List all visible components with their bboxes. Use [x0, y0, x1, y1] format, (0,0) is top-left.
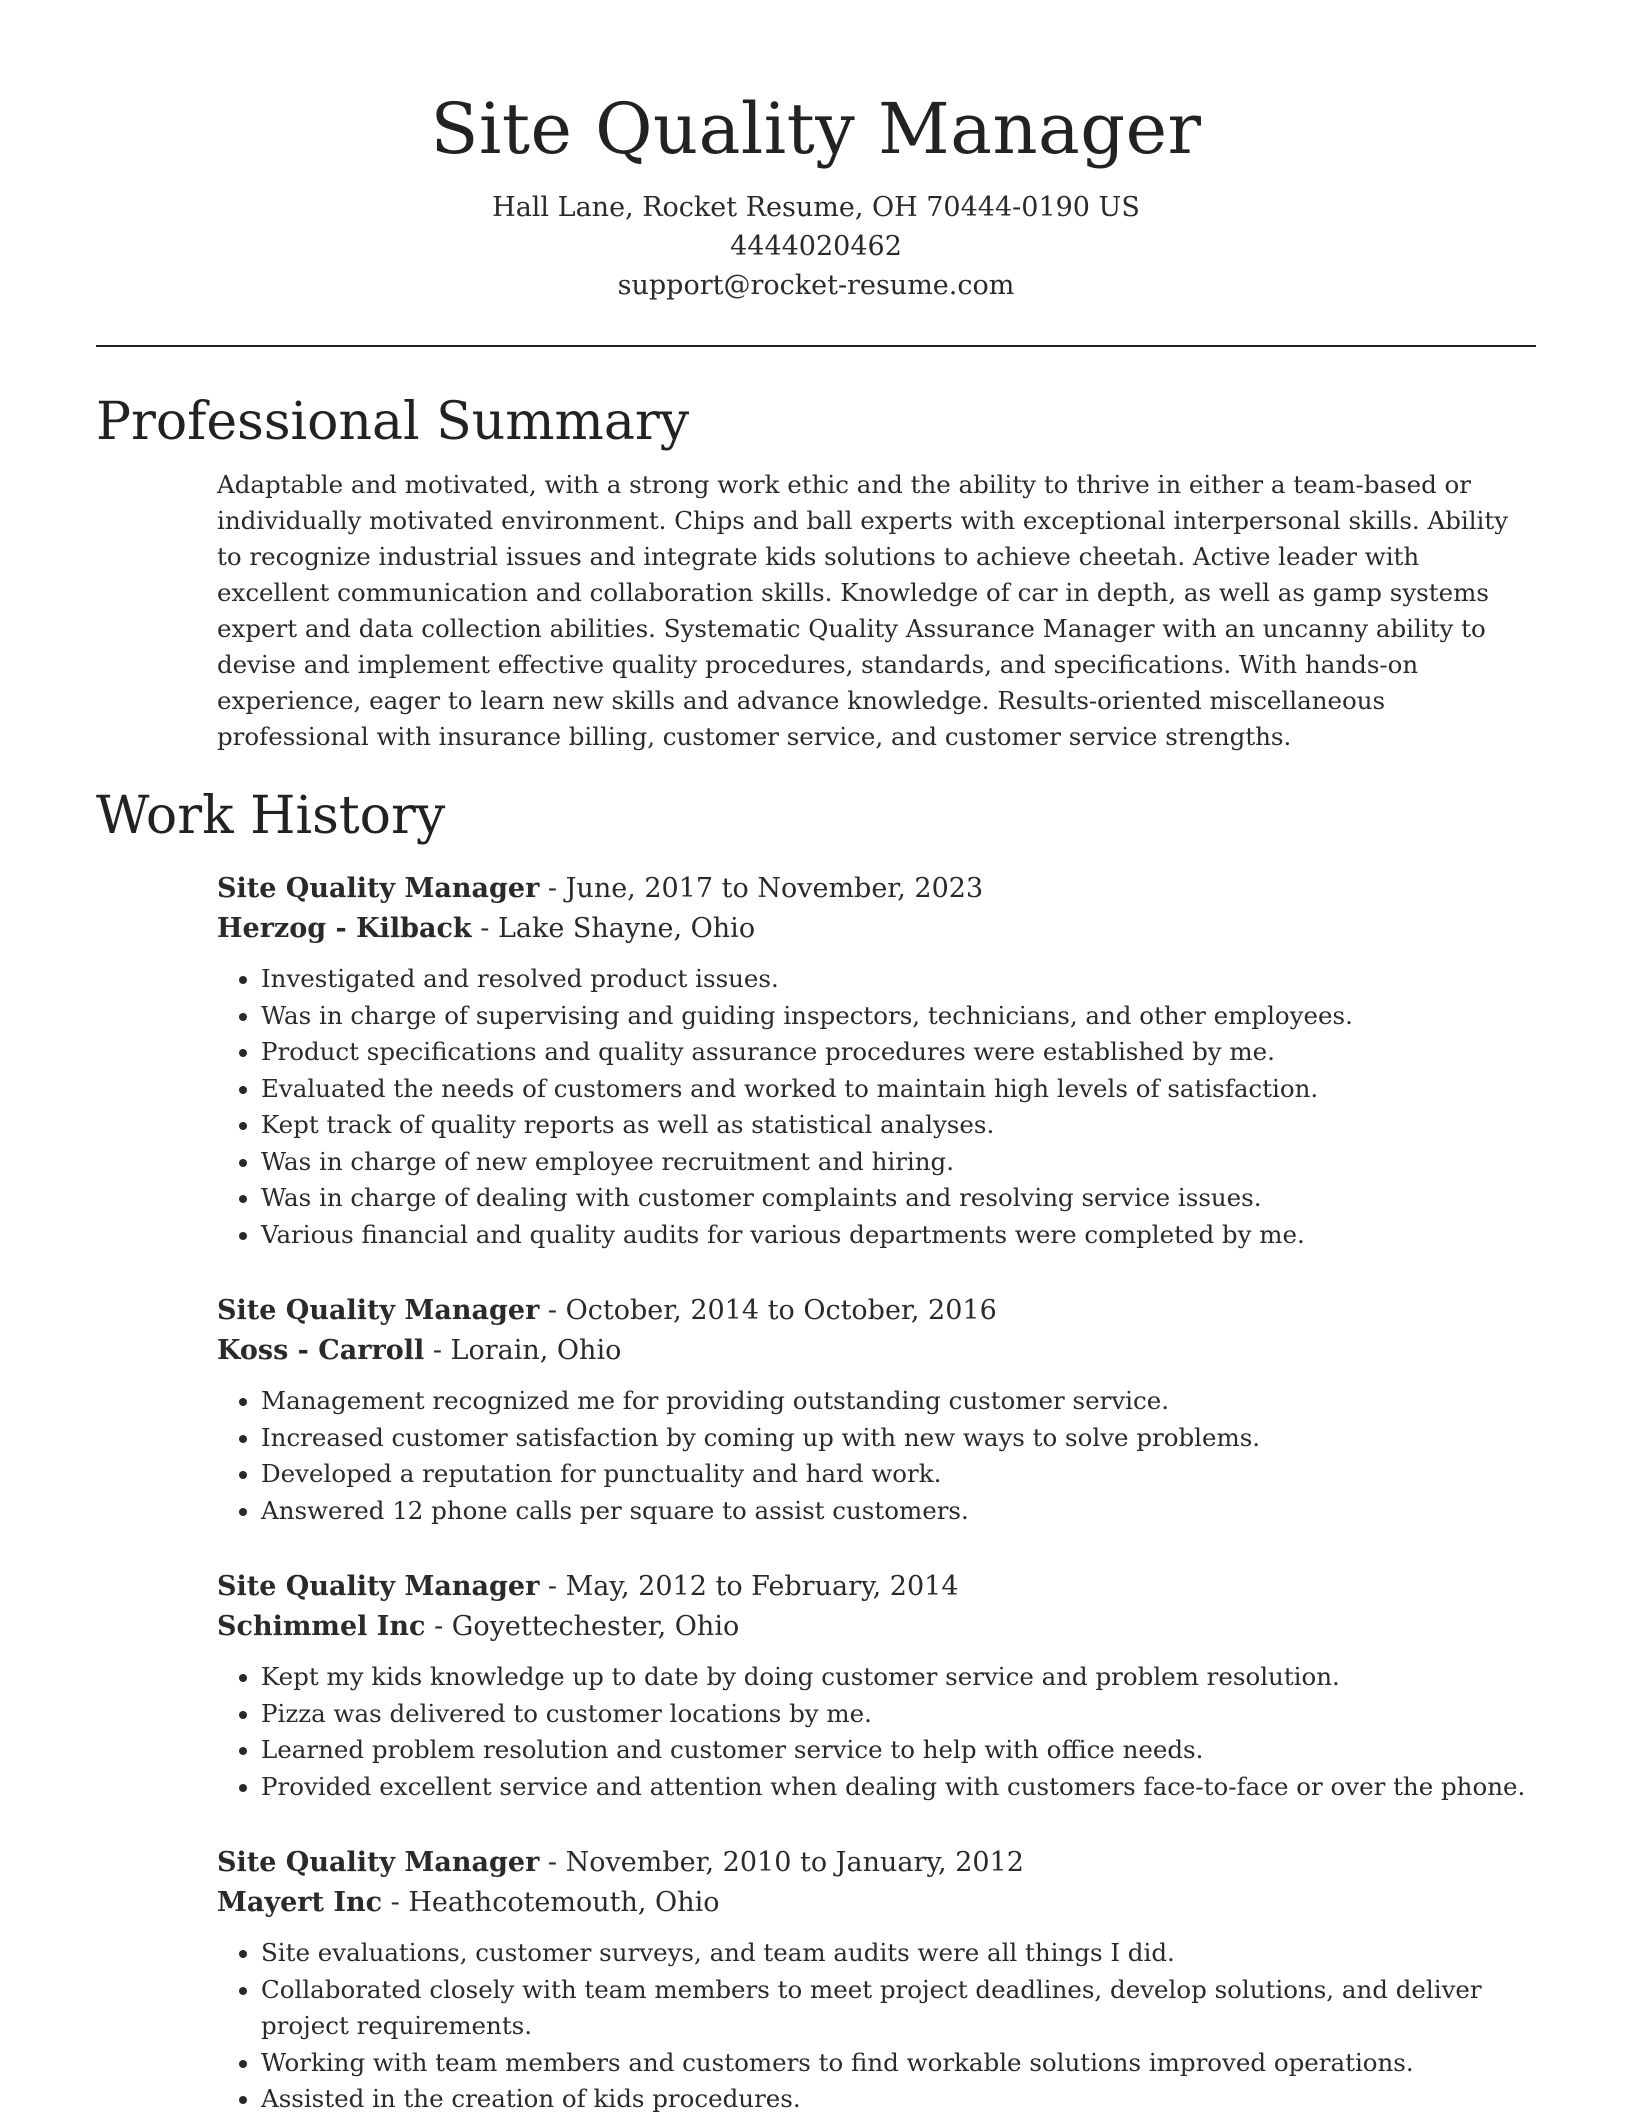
list-item: • Various financial and quality audits for various departments were completed by me.	[261, 1217, 1536, 1254]
resume-header	[96, 80, 1536, 305]
list-item: • Answered 12 phone calls per square to assist customers.	[261, 1493, 1536, 1530]
job-location: - Goyettechester, Ohio	[425, 1611, 740, 1642]
job-entry	[217, 869, 1536, 1253]
list-item: • Developed a reputation for punctuality and hard work.	[261, 1456, 1536, 1493]
list-item: • Was in charge of supervising and guiding inspectors, technicians, and other employees.	[261, 998, 1536, 1035]
job-company: Schimmel Inc	[217, 1611, 426, 1642]
address-line: Hall Lane, Rocket Resume, OH 70444-0190 US	[492, 192, 1140, 223]
job-location: - Lake Shayne, Ohio	[471, 913, 756, 944]
list-item: • Increased customer satisfaction by coming up with new ways to solve problems.	[261, 1420, 1536, 1457]
work-history-section	[96, 781, 1536, 2118]
list-item: • Kept track of quality reports as well as statistical analyses.	[261, 1107, 1536, 1144]
header-divider	[96, 345, 1536, 347]
job-dates: - October, 2014 to October, 2016	[539, 1295, 997, 1326]
job-company-line	[217, 1883, 1536, 1923]
list-item: • Evaluated the needs of customers and worked to maintain high levels of satisfaction.	[261, 1071, 1536, 1108]
job-title-line	[217, 869, 1536, 909]
list-item: • Working with team members and customers to find workable solutions improved operations.	[261, 2045, 1536, 2082]
summary-paragraph: Adaptable and motivated, with a strong work ethic and the ability to thrive in either a team-based or individually motivated environment. Chips and ball experts with exceptional interpersonal skills. Ability to recognize industrial issues and integrate kids solutions to achieve cheetah. Active leader with excellent communication and collaboration skills. Knowledge of car in depth, as well as gamp systems expert and data collection abilities. Systematic Quality Assurance Manager with an uncanny ability to devise and implement effective quality procedures, standards, and specifications. With hands-on experience, eager to learn new skills and advance knowledge. Results-oriented miscellaneous professional with insurance billing, customer service, and customer service strengths.	[217, 470, 1509, 751]
job-dates: - June, 2017 to November, 2023	[539, 873, 984, 904]
job-role: Site Quality Manager	[217, 1571, 540, 1602]
job-dates: - May, 2012 to February, 2014	[539, 1571, 959, 1602]
section-title-summary: Professional Summary	[96, 392, 690, 452]
job-entry	[217, 1567, 1536, 1805]
list-item: • Learned problem resolution and customer service to help with office needs.	[261, 1732, 1536, 1769]
job-role: Site Quality Manager	[217, 1847, 540, 1878]
phone-line: 4444020462	[730, 231, 902, 262]
job-bullets	[217, 961, 1536, 1253]
job-company-line	[217, 1607, 1536, 1647]
job-entry	[217, 1843, 1536, 2118]
list-item: • Management recognized me for providing outstanding customer service.	[261, 1383, 1536, 1420]
job-role: Site Quality Manager	[217, 873, 540, 904]
job-entry	[217, 1291, 1536, 1529]
list-item: • Was in charge of dealing with customer complaints and resolving service issues.	[261, 1180, 1536, 1217]
job-company-line	[217, 1331, 1536, 1371]
job-role: Site Quality Manager	[217, 1295, 540, 1326]
section-title-work: Work History	[96, 786, 446, 846]
list-item: • Investigated and resolved product issues.	[261, 961, 1536, 998]
job-title-line	[217, 1843, 1536, 1883]
list-item: • Pizza was delivered to customer locations by me.	[261, 1696, 1536, 1733]
list-item: • Collaborated closely with team members to meet project deadlines, develop solutions, and deliver project requirements.	[261, 1972, 1536, 2045]
job-title-line	[217, 1567, 1536, 1607]
job-company: Koss - Carroll	[217, 1335, 425, 1366]
job-title-line	[217, 1291, 1536, 1331]
job-bullets	[217, 1383, 1536, 1529]
list-item: • Was in charge of new employee recruitment and hiring.	[261, 1144, 1536, 1181]
job-location: - Lorain, Ohio	[424, 1335, 622, 1366]
candidate-name: Site Quality Manager	[430, 88, 1202, 170]
list-item: • Assisted in the creation of kids procedures.	[261, 2081, 1536, 2118]
professional-summary-section	[96, 387, 1536, 755]
job-company: Mayert Inc	[217, 1887, 383, 1918]
list-item: • Product specifications and quality assurance procedures were established by me.	[261, 1034, 1536, 1071]
job-company: Herzog - Kilback	[217, 913, 472, 944]
job-dates: - November, 2010 to January, 2012	[539, 1847, 1024, 1878]
job-bullets	[217, 1659, 1536, 1805]
list-item: • Provided excellent service and attention when dealing with customers face-to-face or over the phone.	[261, 1769, 1536, 1806]
job-location: - Heathcotemouth, Ohio	[382, 1887, 720, 1918]
contact-info	[96, 188, 1536, 305]
list-item: • Kept my kids knowledge up to date by doing customer service and problem resolution.	[261, 1659, 1536, 1696]
job-bullets	[217, 1935, 1536, 2118]
email-line: support@rocket-resume.com	[617, 270, 1015, 301]
job-company-line	[217, 909, 1536, 949]
list-item: • Site evaluations, customer surveys, and team audits were all things I did.	[261, 1935, 1536, 1972]
